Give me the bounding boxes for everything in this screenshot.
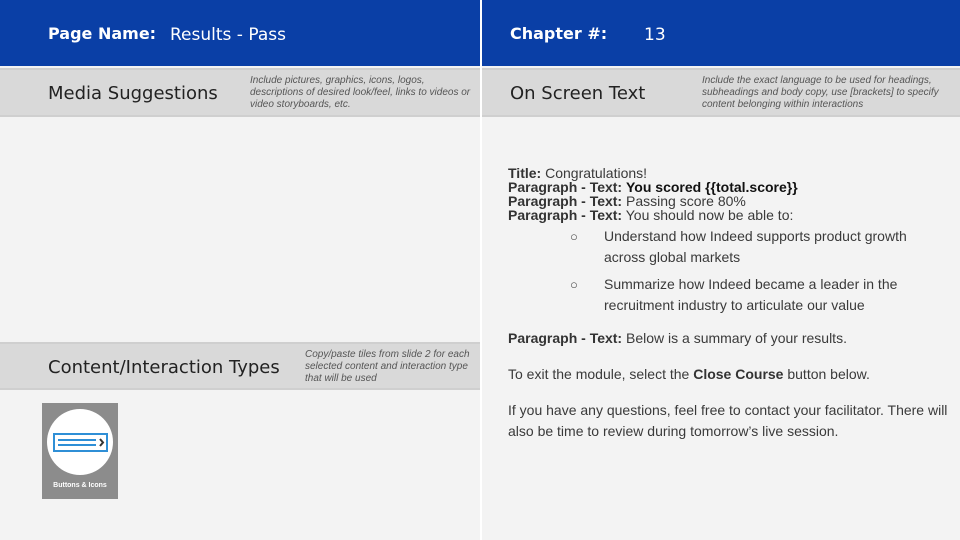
content-types-band <box>0 342 480 390</box>
media-suggestions-band <box>0 68 480 117</box>
questions-text: If you have any questions, feel free to contact your facilitator. There will also be time to review during tomorrow’s live session. <box>508 402 948 439</box>
on-screen-text-note: Include the exact language to be used for headings, subheadings and body copy, use [brackets] to specify content belonging within interactions <box>702 75 939 110</box>
chapter-label: Chapter #: <box>510 24 608 43</box>
paragraph-label: Paragraph - Text: <box>508 193 623 209</box>
paragraph-label: Paragraph - Text: <box>508 330 623 346</box>
on-screen-text-title: On Screen Text <box>510 83 646 104</box>
content-types-note: Copy/paste tiles from slide 2 for each selected content and interaction type that will be used <box>305 349 470 384</box>
page-name-label: Page Name: <box>48 24 157 43</box>
objectives-intro-text: You should now be able to: <box>625 207 794 223</box>
exit-text-post: button below. <box>787 366 870 382</box>
objectives-intro-line <box>508 208 948 222</box>
list-item-text: Summarize how Indeed became a leader in the recruitment industry to articulate our value <box>604 276 898 313</box>
circle-bullet-icon: ○ <box>570 277 578 292</box>
tile-caption: Buttons & Icons <box>53 482 107 489</box>
media-suggestions-note: Include pictures, graphics, icons, logos, descriptions of desired look/feel, links to videos or video storyboards, etc. <box>250 75 471 110</box>
objectives-list <box>508 226 948 316</box>
list-item <box>570 274 948 316</box>
paragraph-label: Paragraph - Text: <box>508 179 623 195</box>
on-screen-text-band <box>482 68 960 117</box>
list-item-text: Understand how Indeed supports product growth across global markets <box>604 228 907 265</box>
buttons-icons-tile[interactable] <box>42 403 118 499</box>
tile-circle <box>47 409 113 475</box>
score-line <box>508 180 948 194</box>
button-arrow-icon <box>47 409 113 475</box>
exit-instruction <box>508 364 948 385</box>
close-course-label: Close Course <box>693 366 784 382</box>
title-text: Congratulations! <box>545 165 648 181</box>
score-text: You scored {{total.score}} <box>626 179 798 195</box>
page-name-header <box>0 0 480 66</box>
passing-score-text: Passing score 80% <box>626 193 746 209</box>
exit-text-pre: To exit the module, select the <box>508 366 690 382</box>
content-types-title: Content/Interaction Types <box>48 357 280 378</box>
circle-bullet-icon: ○ <box>570 229 578 244</box>
chapter-value[interactable]: 13 <box>644 25 666 45</box>
summary-text: Below is a summary of your results. <box>626 330 847 346</box>
media-suggestions-title: Media Suggestions <box>48 83 218 104</box>
chapter-header <box>482 0 960 66</box>
page-name-value[interactable]: Results - Pass <box>170 25 286 45</box>
title-label: Title: <box>508 165 542 181</box>
title-line <box>508 166 948 180</box>
passing-score-line <box>508 194 948 208</box>
paragraph-label: Paragraph - Text: <box>508 207 623 223</box>
on-screen-text-body <box>508 166 948 442</box>
summary-line <box>508 328 948 349</box>
list-item <box>570 226 948 268</box>
on-screen-text-column <box>482 0 960 540</box>
